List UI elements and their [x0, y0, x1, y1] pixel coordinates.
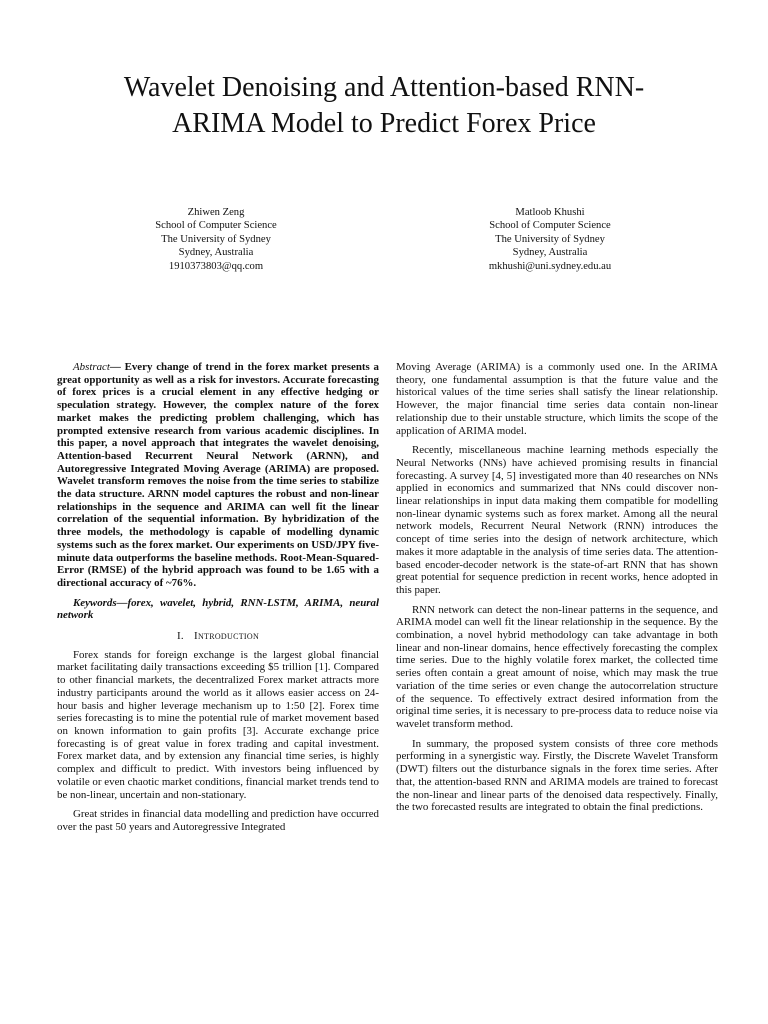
abstract-dash: — [109, 361, 121, 373]
body-paragraph: Moving Average (ARIMA) is a commonly used one. In the ARIMA theory, one fundamental assumption is that the future value and the historical values of the time series shall satisfy the linear relationship. However, the major financial time series data contain non-linear relationship due to their unstable structure, which limits the scope of the application of ARIMA model. [396, 361, 718, 437]
body-paragraph: RNN network can detect the non-linear patterns in the sequence, and ARIMA model can well fit the linear relationship in the sequence. By the combination, a novel hybrid methodology can take advantage in both linear and non-linear domains, hence effectively forecasting the complex time series. Due to the highly volatile forex market, the collected time series often contain a great amount of noise, which may mask the true variation of the time series or even change the autocorrelation structure of the sequence. To effectively extract desired information from the original time series, it is necessary to pre-process data to reduce noise via wavelet transform method. [396, 603, 718, 730]
author-name: Zhiwen Zeng [187, 207, 245, 218]
author-name: Matloob Khushi [515, 207, 585, 218]
author-2 [420, 206, 680, 273]
author-dept: School of Computer Science [489, 220, 611, 232]
body-paragraph: Forex stands for foreign exchange is the largest global financial market facilitating daily transactions exceeding $5 trillion [1]. Compared to other financial markets, the decentralized Forex market attracts more industry participants around the world as it allows easier access on 24-hour basis and higher leverage mechanism up to 1:50 [2]. Forex time series forecasting is to mine the potential rule of market movement based on known information to gain profits [3]. Accurate exchange price forecasting is of great value in forex trading and capital investment. Forex market data, and by extension any financial time series, is highly complex and difficult to predict. With investors being influenced by volatile or even chaotic market conditions, financial market trends tend to be non-linear, uncertain and non-stationary. [57, 648, 379, 801]
abstract-label: Abstract [73, 361, 110, 373]
author-location: Sydney, Australia [178, 247, 254, 259]
title-line-1: Wavelet Denoising and Attention-based RNN- [123, 72, 645, 103]
abstract [57, 361, 379, 590]
author-univ: The University of Sydney [161, 233, 271, 245]
author-univ: The University of Sydney [495, 233, 605, 245]
author-1 [86, 206, 346, 273]
paper-title [60, 70, 708, 142]
author-location: Sydney, Australia [512, 247, 588, 259]
section-number: I. [176, 630, 184, 643]
left-column [57, 361, 379, 841]
body-paragraph: Recently, miscellaneous machine learning methods especially the Neural Networks (NNs) have achieved promising results in financial forecasting. A survey [4, 5] investigated more than 40 researches on NNs applied in economics and summarized that NNs could discover non-linear relationships in input data making them compatible for modelling non-linear dynamic systems such as forex market. Among all the neural network models, Recurrent Neural Network (RNN) introduces the concept of time series into the design of network architecture, which makes it more adaptable in the analysis of time series data. The attention-based encoder-decoder network is the state-of-art RNN that has shown great potential for sequence prediction in recent works, hence adopted in this paper. [396, 444, 718, 596]
author-email[interactable]: 1910373803@qq.com [168, 260, 264, 272]
author-email[interactable]: mkhushi@uni.sydney.edu.au [488, 260, 612, 272]
section-heading [57, 630, 379, 643]
body-paragraph: In summary, the proposed system consists of three core methods performing in a synergistic way. Firstly, the Discrete Wavelet Transform (DWT) filters out the disturbance signals in the forex time series. After that, the attention-based RNN and ARIMA models are trained to forecast the non-linear and linear parts of the denoised data respectively. Finally, the two forecasted results are integrated to obtain the final predictions. [396, 737, 718, 814]
keywords: Keywords—forex, wavelet, hybrid, RNN-LSTM, ARIMA, neural network [57, 596, 379, 622]
section-title: Introduction [193, 630, 260, 643]
author-block [0, 206, 768, 286]
title-line-2: ARIMA Model to Predict Forex Price [172, 108, 596, 139]
body-paragraph: Great strides in financial data modelling and prediction have occurred over the past 50 years and Autoregressive Integrated [57, 808, 379, 833]
right-column [396, 361, 718, 821]
abstract-text: Every change of trend in the forex market presents a great opportunity as well as a risk for investors. Accurate forecasting of forex prices is a crucial element in any effective hedging or speculation strategy. However, the complex nature of the forex market makes the predicting problem challenging, which has prompted extensive research from various academic disciplines. In this paper, a novel approach that integrates the wavelet denoising, Attention-based Recurrent Neural Network (ARNN), and Autoregressive Integrated Moving Average (ARIMA) are proposed. Wavelet transform removes the noise from the time series to stabilize the data structure. ARNN model captures the robust and non-linear relationships in the sequence and ARIMA can well fit the linear correlation of the sequential information. By hybridization of the three models, the methodology is capable of modelling dynamic systems such as the forex market. Our experiments on USD/JPY five-minute data outperforms the baseline methods. Root-Mean-Squared-Error (RMSE) of the hybrid approach was found to be 1.65 with a directional accuracy of ~76%. [57, 361, 379, 589]
author-dept: School of Computer Science [155, 220, 277, 232]
